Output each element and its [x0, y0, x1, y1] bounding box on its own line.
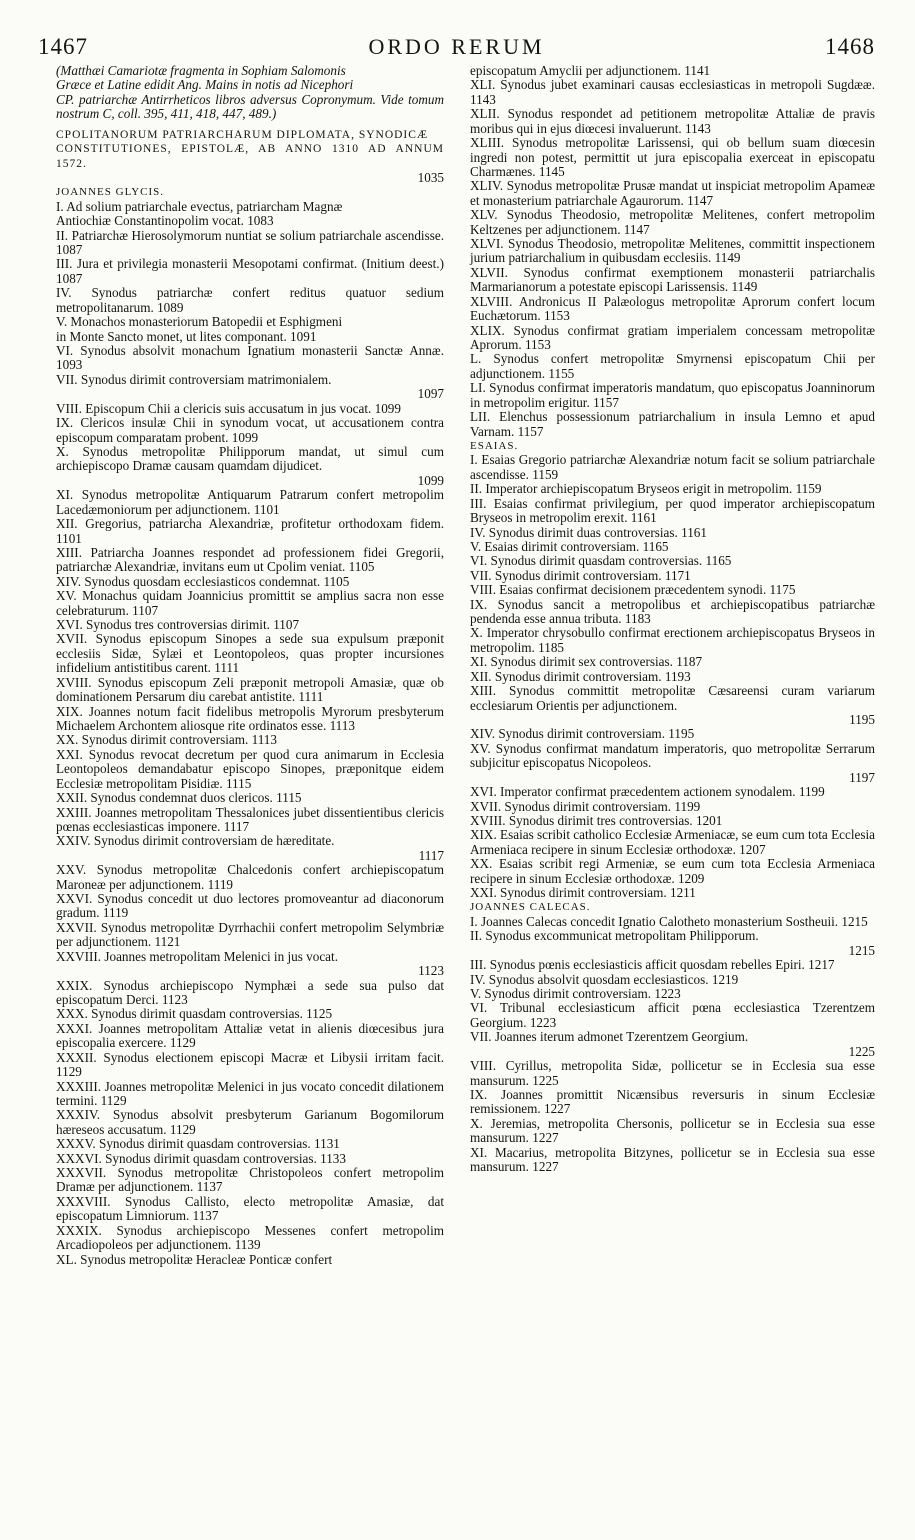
index-entry: XXXIX. Synodus archiepiscopo Messenes confert metropolim Arcadiopoleos per adjunctionem. 1139: [56, 1222, 444, 1253]
index-entry: XLI. Synodus jubet examinari causas ecclesiasticas in metropoli Sugdææ. 1143: [470, 77, 875, 107]
index-entry: XX. Esaias scribit regi Armeniæ, se eum cum tota Ecclesia Armeniaca recipere in sinum Ecclesiæ orthodoxæ. 1209: [470, 856, 875, 886]
index-entry: XLV. Synodus Theodosio, metropolitæ Melitenes, confert metropolim Keltzenes per adjunctionem. 1147: [470, 207, 875, 237]
index-entry: X. Imperator chrysobullo confirmat erectionem archiepiscopatus Bryseos in metropolim. 1185: [470, 625, 875, 655]
right-column: [470, 64, 875, 1174]
index-entry: CP. patriarchæ Antirrheticos libros adversus Copronymum. Vide tomum nostrum C, coll. 395, 411, 418, 447, 489.): [56, 91, 444, 122]
index-entry: IX. Joannes promittit Nicænsibus reversuris in sinum Ecclesiæ remissionem. 1227: [470, 1086, 875, 1117]
index-entry: 1123: [418, 963, 444, 979]
index-entry: ESAIAS.: [470, 439, 519, 452]
index-entry: 1097: [417, 386, 444, 402]
index-entry: XV. Monachus quidam Joannicius promittit se amplius sacra non esse celebraturum. 1107: [56, 588, 444, 618]
index-entry: IX. Synodus sancit a metropolibus et archiepiscopatibus patriarchæ pendenda esse annua tributa. 1183: [470, 596, 875, 627]
index-entry: II. Imperator archiepiscopatum Bryseos erigit in metropolim. 1159: [470, 481, 822, 497]
index-entry: X. Jeremias, metropolita Chersonis, pollicetur se in Ecclesia sua esse mansurum. 1227: [470, 1115, 875, 1146]
index-entry: Antiochiæ Constantinopolim vocat. 1083: [56, 213, 274, 229]
index-entry: XIX. Joannes notum facit fidelibus metropolis Myrorum presbyterum Michaelem Archontem aliosque rite ordinatos esse. 1113: [56, 703, 444, 733]
index-entry: IV. Synodus absolvit quosdam ecclesiasticos. 1219: [470, 971, 739, 987]
index-entry: XXIV. Synodus dirimit controversiam de hæreditate.: [56, 833, 335, 849]
index-entry: XL. Synodus metropolitæ Heracleæ Ponticæ confert: [56, 1251, 333, 1267]
index-entry: 1117: [418, 847, 444, 863]
index-entry: XXXV. Synodus dirimit quasdam controversias. 1131: [56, 1136, 340, 1152]
index-entry: XXXVIII. Synodus Callisto, electo metropolitæ Amasiæ, dat episcopatum Limniorum. 1137: [56, 1193, 444, 1224]
index-entry: XLIII. Synodus metropolitæ Larissensi, qui ob bellum suam diœcesin ingredi non potest, permittit ut jura episcopalia exerceat in episcopatu Charmænes. 1145: [470, 135, 875, 179]
index-entry: XIV. Synodus dirimit controversiam. 1195: [470, 726, 695, 742]
index-entry: episcopatum Amyclii per adjunctionem. 1141: [470, 63, 711, 78]
index-entry: L. Synodus confert metropolitæ Smyrnensi episcopatum Chii per adjunctionem. 1155: [470, 351, 875, 381]
index-entry: XLVI. Synodus Theodosio, metropolitæ Melitenes, committit inspectionem jurium patriarchalium in quibusdam ecclesiis. 1149: [470, 236, 875, 266]
index-entry: VIII. Cyrillus, metropolita Sidæ, pollicetur se in Ecclesia sua esse mansurum. 1225: [470, 1058, 875, 1088]
index-entry: in Monte Sancto monet, ut lites componant. 1091: [56, 328, 317, 344]
index-entry: V. Synodus dirimit controversiam. 1223: [470, 986, 681, 1001]
page-number-left: 1467: [38, 34, 88, 59]
index-entry: XVIII. Synodus episcopum Zeli præponit metropoli Amasiæ, quæ ob dominationem Persarum diu carebat antistite. 1111: [56, 674, 444, 705]
index-entry: XXII. Synodus condemnat duos clericos. 1115: [56, 790, 302, 806]
index-entry: XLIV. Synodus metropolitæ Prusæ mandat ut inspiciat metropolim Apameæ et monasterium patriarchale Agaurorum. 1147: [470, 178, 875, 208]
index-entry: XII. Gregorius, patriarcha Alexandriæ, profitetur orthodoxam fidem. 1101: [56, 516, 444, 546]
page-number-right: 1468: [824, 34, 875, 59]
index-entry: 1215: [848, 942, 875, 958]
index-entry: XXV. Synodus metropolitæ Chalcedonis confert archiepiscopatum Maroneæ per adjunctionem. 1119: [56, 862, 444, 892]
index-entry: VII. Synodus dirimit controversiam matrimonialem.: [56, 371, 332, 387]
index-entry: VI. Synodus absolvit monachum Ignatium monasterii Sanctæ Annæ. 1093: [56, 343, 444, 373]
index-entry: XXXIII. Joannes metropolitæ Melenici in jus vocato concedit dilationem termini. 1129: [56, 1078, 444, 1108]
index-entry: III. Esaias confirmat privilegium, per quod imperator archiepiscopatum Bryseos in metropolim erexit. 1161: [470, 495, 875, 526]
index-entry: XLVIII. Andronicus II Palæologus metropolitæ Aprorum confert locum Euchætorum. 1153: [470, 293, 875, 324]
index-entry: XXVIII. Joannes metropolitam Melenici in jus vocat.: [56, 948, 338, 964]
index-entry: XVII. Synodus episcopum Sinopes a sede sua expulsum præponit ecclesiis Sidæ, Sylæi et Leontopoleos, quas propter incursiones infidelium antistitibus carent. 1111: [56, 631, 444, 676]
index-entry: IX. Clericos insulæ Chii in synodum vocat, ut accusationem contra episcopum comparatam probent. 1099: [56, 415, 444, 445]
index-entry: JOANNES CALECAS.: [470, 901, 591, 914]
index-entry: XXVII. Synodus metropolitæ Dyrrhachii confert metropolim Selymbriæ per adjunctionem. 1121: [56, 919, 444, 950]
index-entry: XIII. Synodus committit metropolitæ Cæsareensi curam variarum ecclesiarum Orientis per adjunctionem.: [470, 683, 875, 713]
index-entry: XXXIV. Synodus absolvit presbyterum Garianum Bogomilorum hæreseos accusatum. 1129: [56, 1107, 444, 1137]
index-entry: 1197: [849, 769, 875, 785]
index-entry: V. Esaias dirimit controversiam. 1165: [470, 538, 669, 554]
index-entry: XX. Synodus dirimit controversiam. 1113: [56, 732, 277, 748]
index-entry: Græce et Latine edidit Ang. Mains in notis ad Nicephori: [56, 77, 354, 93]
index-entry: X. Synodus metropolitæ Philipporum mandat, ut simul cum archiepiscopo Dramæ causam quamdam dijudicet.: [56, 443, 444, 474]
index-entry: IV. Synodus patriarchæ confert reditus quatuor sedium metropolitanarum. 1089: [56, 285, 444, 315]
index-entry: VI. Tribunal ecclesiasticum afficit pœna ecclesiastica Tzerentzem Georgium. 1223: [470, 1000, 875, 1030]
index-entry: VIII. Episcopum Chii a clericis suis accusatum in jus vocat. 1099: [56, 400, 401, 416]
index-entry: XIX. Esaias scribit catholico Ecclesiæ Armeniacæ, se eum cum tota Ecclesia Armeniaca recipere in sinum Ecclesiæ orthodoxæ. 1207: [470, 827, 876, 857]
index-entry: VI. Synodus dirimit quasdam controversias. 1165: [470, 553, 732, 569]
index-entry: XXIII. Joannes metropolitam Thessalonices jubet dissentientibus clericis pœnas ecclesiasticas imponere. 1117: [56, 804, 444, 834]
index-entry: XLIX. Synodus confirmat gratiam imperialem concessam metropolitæ Aprorum. 1153: [470, 322, 875, 353]
index-entry: CONSTITUTIONES, EPISTOLÆ, AB ANNO 1310 AD ANNUM 1572.: [56, 143, 444, 170]
left-column: [56, 64, 444, 1267]
index-entry: XVI. Synodus tres controversias dirimit. 1107: [56, 617, 300, 633]
index-entry: XII. Synodus dirimit controversiam. 1193: [470, 668, 691, 684]
index-entry: IV. Synodus dirimit duas controversias. 1161: [470, 524, 707, 540]
index-entry: II. Synodus excommunicat metropolitam Philipporum.: [470, 928, 759, 944]
index-entry: XVIII. Synodus dirimit tres controversias. 1201: [470, 812, 723, 828]
index-entry: XI. Synodus dirimit sex controversias. 1187: [470, 654, 703, 670]
index-entry: XXI. Synodus revocat decretum per quod cura animarum in Ecclesia Leontopoleos demandabatur episcopo Sinopes, præponitque eidem Ecclesiæ metropolitam Pisidiæ. 1115: [56, 746, 444, 791]
index-entry: XVII. Synodus dirimit controversiam. 1199: [470, 798, 701, 814]
index-entry: XXXVI. Synodus dirimit quasdam controversias. 1133: [56, 1150, 346, 1166]
index-entry: 1225: [848, 1043, 875, 1059]
index-entry: XI. Synodus metropolitæ Antiquarum Patrarum confert metropolim Lacedæmoniorum per adjunctionem. 1101: [56, 487, 444, 517]
index-entry: LII. Elenchus possessionum patriarchalium in insula Lemno et apud Varnam. 1157: [470, 409, 875, 439]
index-entry: III. Jura et privilegia monasterii Mesopotami confirmat. (Initium deest.) 1087: [56, 256, 444, 286]
index-entry: XV. Synodus confirmat mandatum imperatoris, quo metropolitæ Serrarum subjicitur episcopatus Nicopoleos.: [470, 740, 875, 771]
index-entry: XLVII. Synodus confirmat exemptionem monasterii patriarchalis Marmarianorum a potestate episcopi Larissensis. 1149: [470, 264, 875, 295]
index-entry: XXI. Synodus dirimit controversiam. 1211: [470, 885, 696, 901]
index-entry: CPOLITANORUM PATRIARCHARUM DIPLOMATA, SYNODICÆ: [56, 128, 429, 141]
index-entry: LI. Synodus confirmat imperatoris mandatum, quo episcopatus Joanninorum in metropolim erigitur. 1157: [470, 380, 875, 410]
index-entry: XI. Macarius, metropolita Bitzynes, pollicetur se in Ecclesia sua esse mansurum. 1227: [470, 1144, 875, 1175]
index-entry: VIII. Esaias confirmat decisionem præcedentem synodi. 1175: [470, 582, 796, 598]
index-entry: 1035: [417, 169, 444, 185]
index-entry: XXX. Synodus dirimit quasdam controversias. 1125: [56, 1006, 333, 1022]
index-entry: VII. Synodus dirimit controversiam. 1171: [470, 567, 691, 583]
index-entry: XIII. Patriarcha Joannes respondet ad professionem fidei Gregorii, patriarchæ Alexandriæ, invitans eum ut Cpolim veniat. 1105: [56, 544, 444, 575]
index-entry: XXIX. Synodus archiepiscopo Nymphæi a sede sua pulso dat episcopatum Derci. 1123: [56, 977, 444, 1007]
index-entry: V. Monachos monasteriorum Batopedii et Esphigmeni: [56, 314, 343, 330]
running-title: ORDO RERUM: [368, 34, 545, 59]
index-entry: III. Synodus pœnis ecclesiasticis afficit quosdam rebelles Epiri. 1217: [470, 957, 835, 973]
index-entry: (Matthæi Camariotæ fragmenta in Sophiam Salomonis: [56, 63, 346, 78]
index-entry: XXXVII. Synodus metropolitæ Christopoleos confert metropolim Dramæ per adjunctionem. 1137: [56, 1165, 444, 1195]
index-entry: I. Joannes Calecas concedit Ignatio Calotheto monasterium Sostheuii. 1215: [470, 913, 868, 929]
index-entry: VII. Joannes iterum admonet Tzerentzem Georgium.: [470, 1029, 749, 1045]
index-entry: I. Ad solium patriarchale evectus, patriarcham Magnæ: [56, 198, 343, 214]
index-entry: XXXII. Synodus electionem episcopi Macræ et Libysii irritam facit. 1129: [56, 1049, 444, 1080]
page-header: [38, 34, 875, 60]
index-entry: II. Patriarchæ Hierosolymorum nuntiat se solium patriarchale ascendisse. 1087: [56, 227, 444, 258]
index-entry: XLII. Synodus respondet ad petitionem metropolitæ Attaliæ de pravis moribus qui in ejus diœcesi invaluerunt. 1143: [470, 106, 875, 136]
index-entry: XVI. Imperator confirmat præcedentem actionem synodalem. 1199: [470, 784, 825, 800]
index-entry: 1099: [417, 472, 444, 488]
index-entry: XXXI. Joannes metropolitam Attaliæ vetat in alienis diœcesibus jura episcopalia exercere. 1129: [56, 1020, 444, 1051]
index-entry: XXVI. Synodus concedit ut duo lectores promoveantur ad diaconorum gradum. 1119: [56, 891, 444, 921]
index-entry: JOANNES GLYCIS.: [56, 186, 165, 199]
index-entry: XIV. Synodus quosdam ecclesiasticos condemnat. 1105: [56, 573, 350, 589]
index-entry: I. Esaias Gregorio patriarchæ Alexandriæ notum facit se solium patriarchale ascendisse. 1159: [470, 452, 875, 482]
index-entry: 1195: [849, 711, 875, 727]
